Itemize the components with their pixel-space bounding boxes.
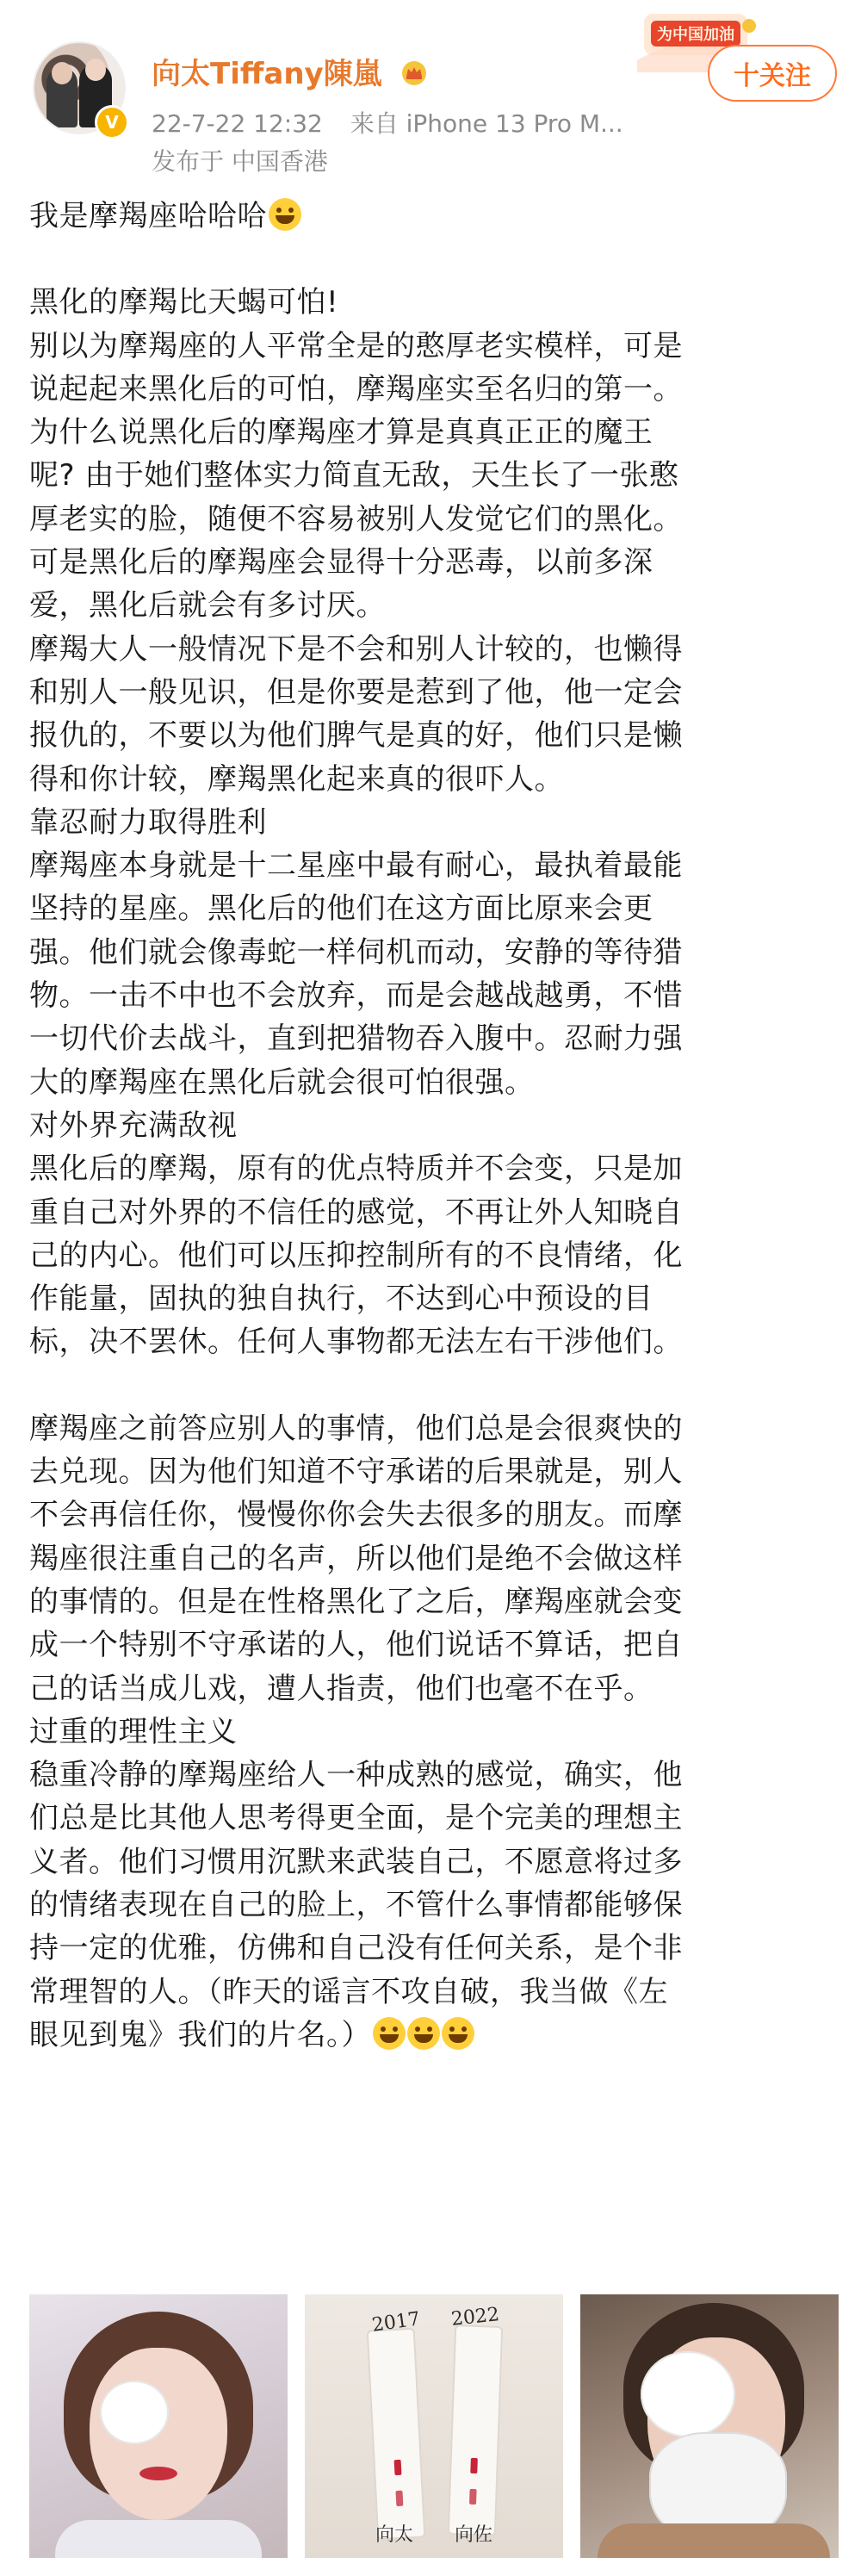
post-line: 厚老实的脸，随便不容易被别人发觉它们的黑化。 — [29, 501, 683, 537]
username[interactable] — [152, 50, 429, 92]
post-line: 对外界充满敌视 — [29, 1108, 238, 1143]
laughing-emoji-icon — [442, 2017, 474, 2050]
post-header — [0, 0, 861, 189]
post-line: 重自己对外界的不信任的感觉，不再让外人知晓自 — [29, 1195, 683, 1230]
post-line: 成一个特别不守承诺的人，他们说话不算话，把自 — [29, 1628, 683, 1663]
post-line: 可是黑化后的摩羯座会显得十分恶毒，以前多深 — [29, 545, 653, 580]
post-line: 和别人一般见识，但是你要是惹到了他，他一定会 — [29, 674, 683, 710]
post-line: 作能量，固执的独自执行，不达到心中预设的目 — [29, 1282, 653, 1317]
post-blank-line — [29, 238, 839, 281]
post-line: 呢? 由于她们整体实力简直无敌，天生长了一张憨 — [29, 458, 679, 493]
post-line: 持一定的优雅，仿佛和自己没有任何关系，是个非 — [29, 1931, 683, 1966]
post-line: 的情绪表现在自己的脸上，不管什么事情都能够保 — [29, 1887, 683, 1922]
post-line: 我是摩羯座哈哈哈 — [29, 195, 839, 238]
post-line: 眼见到鬼》我们的片名。） — [29, 2014, 839, 2057]
verified-badge-icon: V — [95, 105, 129, 140]
test-strip-right — [448, 2325, 503, 2536]
post-line: 己的内心。他们可以压抑控制所有的不良情绪，化 — [29, 1238, 683, 1273]
post-line: 过重的理性主义 — [29, 1714, 238, 1749]
photo-1-eye-patch — [100, 2380, 169, 2444]
post-line: 摩羯大人一般情况下是不会和别人计较的，也懒得 — [29, 631, 683, 667]
post-body — [29, 195, 839, 2057]
post-line: 去兑现。因为他们知道不守承诺的后果就是，别人 — [29, 1455, 683, 1490]
post-line: 不会再信任你，慢慢你你会失去很多的朋友。而摩 — [29, 1498, 683, 1533]
post-line: 一切代价去战斗，直到把猎物吞入腹中。忍耐力强 — [29, 1021, 683, 1057]
post-line: 为什么说黑化后的摩羯座才算是真真正正的魔王 — [29, 415, 653, 450]
photo-grid — [29, 2294, 839, 2558]
photo-2[interactable] — [305, 2294, 563, 2558]
avatar-face-right — [85, 59, 106, 81]
photo-2-label-2: 2022 — [449, 2304, 501, 2331]
test-strip-left-line-1 — [394, 2460, 402, 2475]
photo-1-lips — [139, 2467, 177, 2480]
post-line: 坚持的星座。黑化后的他们在这方面比原来会更 — [29, 891, 653, 927]
post-line: 义者。他们习惯用沉默来武装自己，不愿意将过多 — [29, 1844, 683, 1879]
crown-icon — [400, 60, 429, 86]
post-blank-line — [29, 1364, 839, 1407]
test-strip-left — [367, 2328, 426, 2541]
photo-2-label-4: 向佐 — [455, 2524, 493, 2546]
post-line: 羯座很注重自己的名声，所以他们是绝不会做这样 — [29, 1541, 683, 1576]
post-line: 常理智的人。（昨天的谣言不攻自破，我当做《左 — [29, 1974, 668, 2009]
photo-3-eye-patch — [641, 2351, 735, 2437]
post-line: 稳重冷静的摩羯座给人一种成熟的感觉，确实，他 — [29, 1758, 683, 1793]
test-strip-right-line-2 — [469, 2489, 477, 2505]
laughing-emoji-icon — [373, 2017, 406, 2050]
post-meta — [152, 105, 623, 140]
post-line: 爱，黑化后就会有多讨厌。 — [29, 588, 386, 624]
follow-button-label: 十关注 — [734, 61, 811, 91]
laughing-emoji-icon — [407, 2017, 440, 2050]
post-line: 别以为摩羯座的人平常全是的憨厚老实模样，可是 — [29, 328, 683, 363]
post-timestamp: 22-7-22 12:32 — [152, 109, 323, 138]
post-line: 们总是比其他人思考得更全面，是个完美的理想主 — [29, 1801, 683, 1836]
photo-3[interactable] — [580, 2294, 839, 2558]
laughing-emoji-icon — [269, 198, 301, 231]
post-line: 标，决不罢休。任何人事物都无法左右干涉他们。 — [29, 1325, 683, 1360]
post-line: 大的摩羯座在黑化后就会很可怕很强。 — [29, 1065, 535, 1100]
post-line: 己的话当成儿戏，遭人指责，他们也毫不在乎。 — [29, 1671, 653, 1706]
post-line: 摩羯座之前答应别人的事情，他们总是会很爽快的 — [29, 1411, 683, 1446]
post-line: 黑化的摩羯比天蝎可怕! — [29, 285, 339, 320]
photo-2-label-3: 向太 — [375, 2524, 414, 2546]
post-line: 的事情的。但是在性格黑化了之后，摩羯座就会变 — [29, 1584, 683, 1619]
post-line: 摩羯座本身就是十二星座中最有耐心，最执着最能 — [29, 848, 683, 884]
avatar-face-left — [52, 62, 72, 84]
photo-2-label-1: 2017 — [370, 2308, 422, 2337]
post-line: 说起起来黑化后的可怕，摩羯座实至名归的第一。 — [29, 371, 683, 407]
follow-button[interactable] — [708, 45, 837, 102]
post-location: 发布于 中国香港 — [152, 147, 328, 176]
post-line: 得和你计较，摩羯黑化起来真的很吓人。 — [29, 761, 564, 797]
photo-1-shirt — [55, 2520, 262, 2558]
post-line: 黑化后的摩羯，原有的优点特质并不会变，只是加 — [29, 1151, 683, 1187]
post-line: 报仇的，不要以为他们脾气是真的好，他们只是懒 — [29, 718, 683, 754]
username-text: 向太Tiffany陳嵐 — [152, 57, 382, 91]
photo-3-shirt — [598, 2523, 830, 2558]
post-source: 来自 iPhone 13 Pro M... — [350, 109, 623, 138]
photo-1[interactable] — [29, 2294, 288, 2558]
test-strip-right-line-1 — [470, 2458, 478, 2474]
post-line: 靠忍耐力取得胜利 — [29, 804, 267, 840]
post-line: 强。他们就会像毒蛇一样伺机而动，安静的等待猎 — [29, 934, 683, 970]
promo-sticker-label: 为中国加油 — [657, 26, 734, 44]
test-strip-left-line-2 — [395, 2491, 403, 2506]
post-line: 物。一击不中也不会放弃，而是会越战越勇，不惜 — [29, 978, 683, 1014]
